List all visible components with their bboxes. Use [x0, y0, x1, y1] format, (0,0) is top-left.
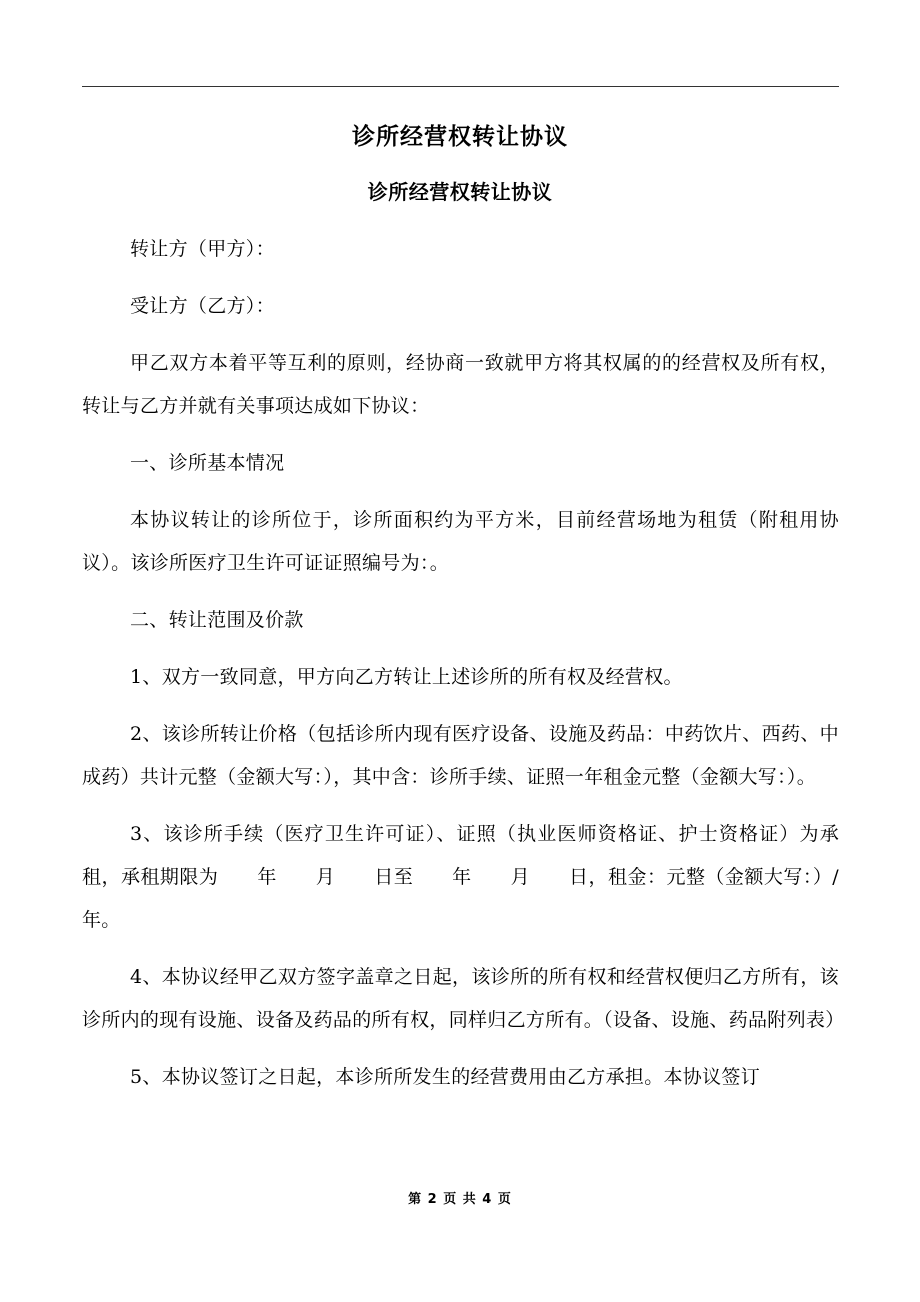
- clause-3: 3、该诊所手续（医疗卫生许可证）、证照（执业医师资格证、护士资格证）为承租，承租期限为 年 月 日至 年 月 日，租金：元整（金额大写：）/年。: [82, 823, 839, 931]
- page-number: 第 2 页 共 4 页: [408, 1192, 512, 1207]
- clause-1: 1、双方一致同意，甲方向乙方转让上述诊所的所有权及经营权。: [130, 666, 683, 688]
- document-subtitle: 诊所经营权转让协议: [367, 180, 553, 204]
- clause-4: 4、本协议经甲乙双方签字盖章之日起，该诊所的所有权和经营权便归乙方所有，该诊所内的现有设施、设备及药品的所有权，同样归乙方所有。（设备、设施、药品附列表）: [82, 966, 845, 1031]
- section-heading-basic-info: 一、诊所基本情况: [130, 452, 285, 474]
- paragraph-clinic-location: 本协议转让的诊所位于，诊所面积约为平方米，目前经营场地为租赁（附租用协议）。该诊所医疗卫生许可证证照编号为：。: [82, 509, 839, 574]
- section-heading-scope-price: 二、转让范围及价款: [130, 609, 304, 631]
- clause-2: 2、该诊所转让价格（包括诊所内现有医疗设备、设施及药品：中药饮片、西药、中成药）共计元整（金额大写：），其中含：诊所手续、证照一年租金元整（金额大写：）。: [82, 723, 839, 788]
- header-rule: [82, 86, 839, 87]
- paragraph-preamble: 甲乙双方本着平等互利的原则，经协商一致就甲方将其权属的的经营权及所有权，转让与乙方并就有关事项达成如下协议：: [82, 352, 839, 417]
- paragraph-transferor: 转让方（甲方）：: [130, 238, 275, 260]
- document-title: 诊所经营权转让协议: [352, 124, 568, 150]
- document-body: [82, 228, 845, 1099]
- paragraph-transferee: 受让方（乙方）：: [130, 295, 275, 317]
- clause-5: 5、本协议签订之日起，本诊所所发生的经营费用由乙方承担。本协议签订: [130, 1066, 760, 1088]
